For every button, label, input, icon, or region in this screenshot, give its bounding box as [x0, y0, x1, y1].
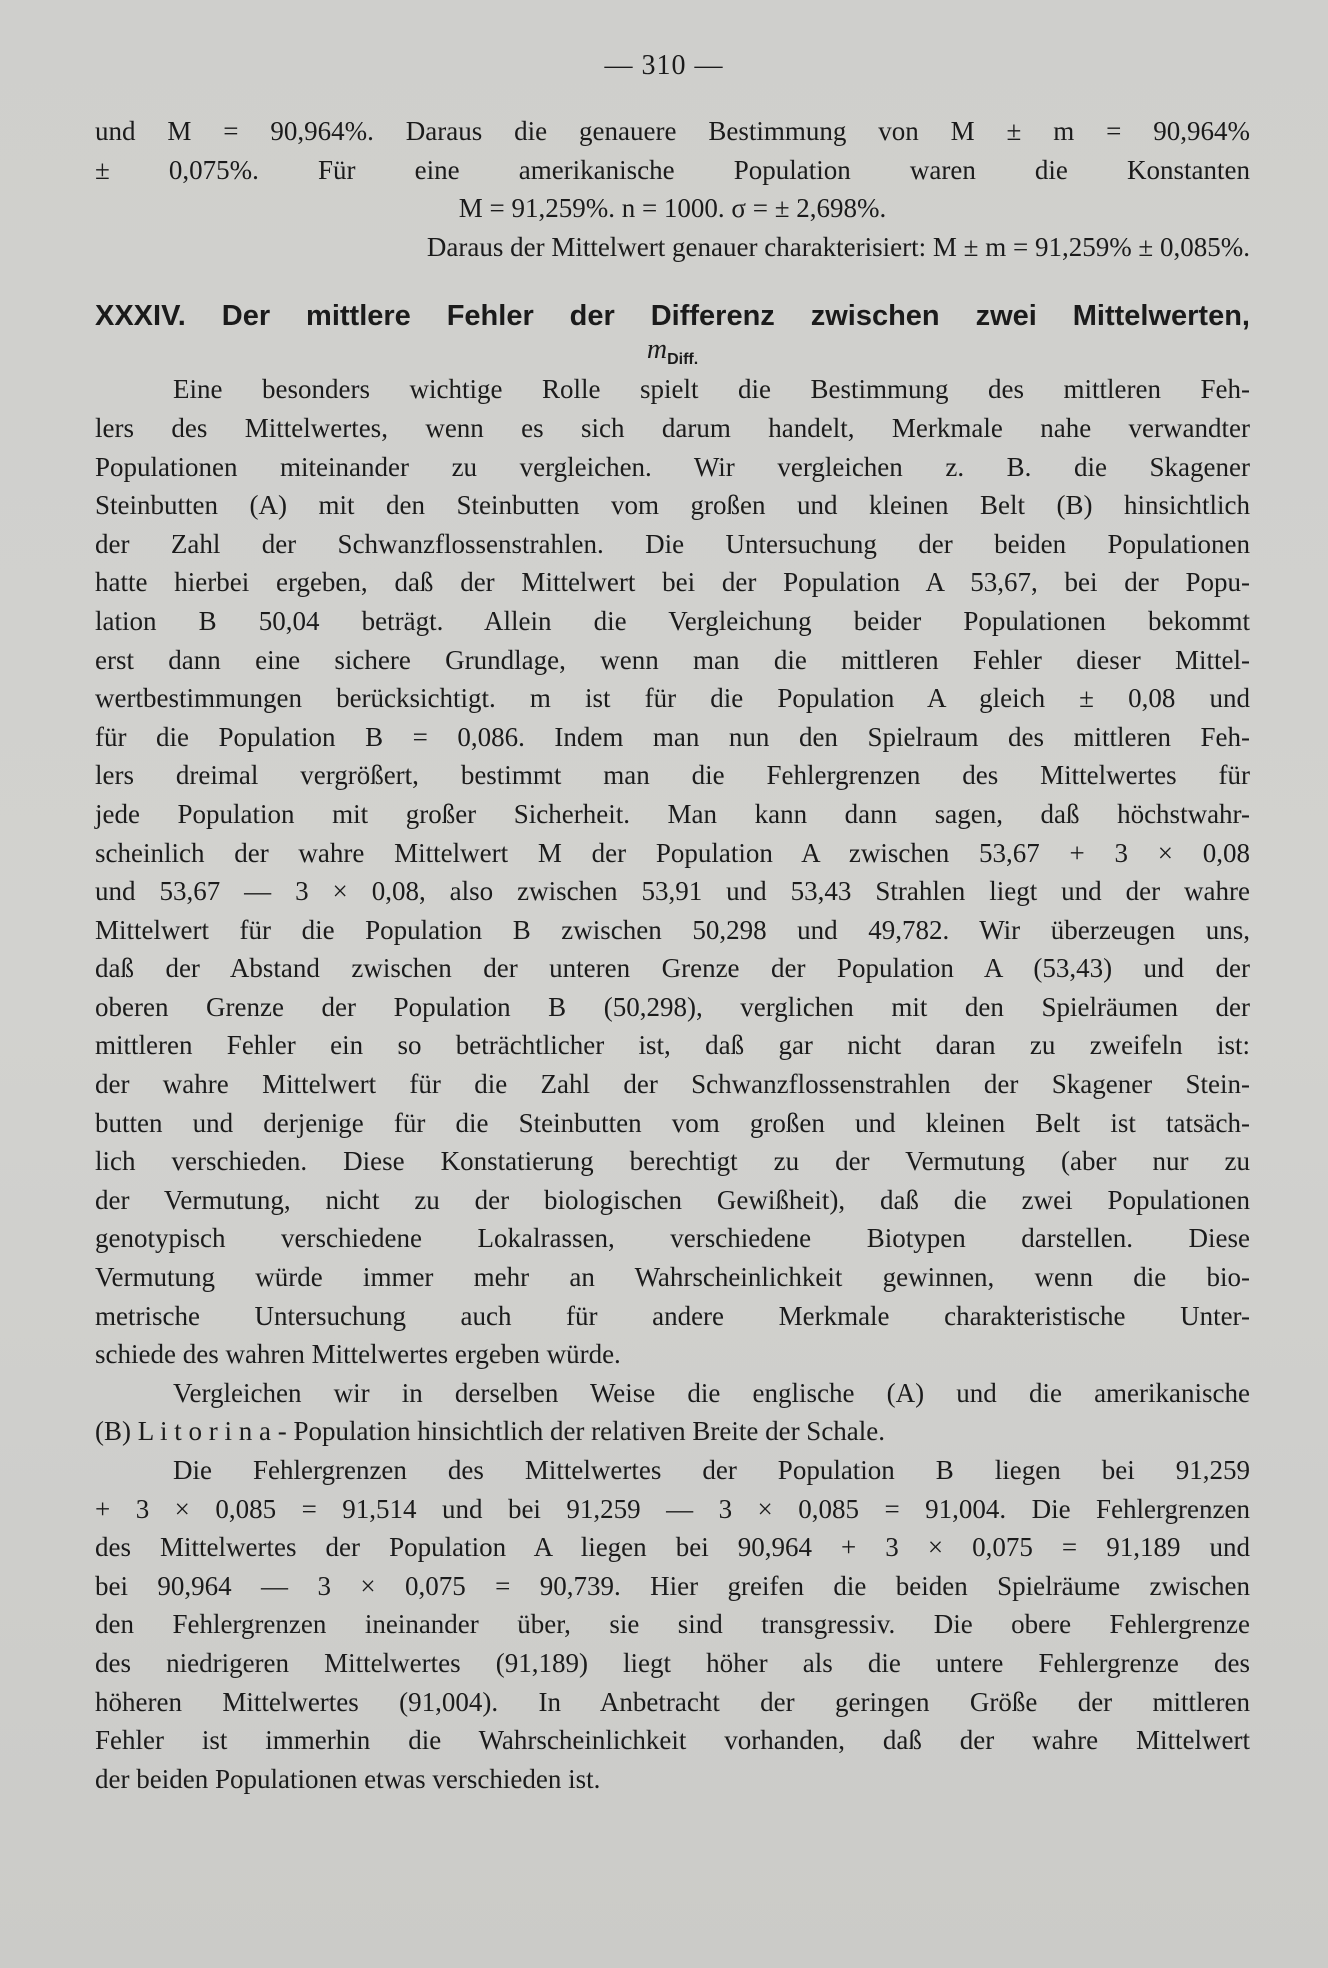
text-line: und M = 90,964%. Daraus die genauere Bestimmung von M ± m = 90,964% — [95, 116, 1250, 146]
page-content — [95, 112, 1250, 1798]
text-line: des niedrigeren Mittelwertes (91,189) liegt höher als die untere Fehlergrenze des — [95, 1647, 1250, 1678]
page-number: — 310 — — [604, 50, 724, 81]
paragraph-1 — [95, 370, 1250, 1373]
text-line: daß der Abstand zwischen der unteren Grenze der Population A (53,43) und der — [95, 953, 1250, 984]
text-line: und 53,67 — 3 × 0,08, also zwischen 53,91 und 53,43 Strahlen liegt und der wahre — [95, 876, 1250, 907]
text-line: scheinlich der wahre Mittelwert M der Population A zwischen 53,67 + 3 × 0,08 — [95, 837, 1250, 868]
text-line: jede Population mit großer Sicherheit. Man kann dann sagen, daß höchstwahr- — [95, 798, 1250, 829]
text-line: Steinbutten (A) mit den Steinbutten vom großen und kleinen Belt (B) hinsichtlich — [95, 490, 1250, 521]
text-line: hatte hierbei ergeben, daß der Mittelwert bei der Population A 53,67, bei der Popu- — [95, 567, 1250, 598]
symbol-m: m — [646, 334, 668, 366]
text-line: Eine besonders wichtige Rolle spielt die Bestimmung des mittleren Feh- — [173, 374, 1250, 405]
text-line: den Fehlergrenzen ineinander über, sie sind transgressiv. Die obere Fehlergrenze — [95, 1609, 1250, 1640]
text-line: (B) L i t o r i n a - Population hinsichtlich der relativen Breite der Schale. — [95, 1416, 886, 1447]
text-line: ± 0,075%. Für eine amerikanische Population waren die Konstanten — [95, 154, 1250, 185]
text-line: der beiden Populationen etwas verschieden ist. — [95, 1763, 601, 1794]
text-line: Mittelwert für die Population B zwischen 50,298 und 49,782. Wir überzeugen uns, — [95, 914, 1250, 945]
text-line: Vergleichen wir in derselben Weise die englische (A) und die amerikanische — [173, 1377, 1250, 1408]
text-line: lers des Mittelwertes, wenn es sich darum handelt, Merkmale nahe verwandter — [95, 412, 1250, 443]
text-line: Daraus der Mittelwert genauer charakterisiert: M ± m = 91,259% ± 0,085%. — [426, 231, 1250, 262]
section-heading: XXXIV. Der mittlere Fehler der Differenz zwischen zwei Mittelwerten, — [95, 300, 1250, 333]
section-heading-symbol — [95, 334, 1250, 369]
text-line: Fehler ist immerhin die Wahrscheinlichkeit vorhanden, daß der wahre Mittelwert — [95, 1725, 1250, 1756]
text-line: metrische Untersuchung auch für andere Merkmale charakteristische Unter- — [95, 1300, 1250, 1331]
text-line: Vermutung würde immer mehr an Wahrscheinlichkeit gewinnen, wenn die bio- — [95, 1262, 1250, 1293]
text-line: Populationen miteinander zu vergleichen. Wir vergleichen z. B. die Skagener — [95, 451, 1250, 482]
text-line: oberen Grenze der Population B (50,298), verglichen mit den Spielräumen der — [95, 991, 1250, 1022]
text-line: wertbestimmungen berücksichtigt. m ist für die Population A gleich ± 0,08 und — [95, 683, 1250, 714]
text-line: schiede des wahren Mittelwertes ergeben würde. — [95, 1339, 621, 1370]
text-line: + 3 × 0,085 = 91,514 und bei 91,259 — 3 × 0,085 = 91,004. Die Fehlergrenzen — [95, 1493, 1250, 1524]
intro-block — [95, 112, 1250, 266]
text-line: erst dann eine sichere Grundlage, wenn man die mittleren Fehler dieser Mittel- — [95, 644, 1250, 675]
text-line: der wahre Mittelwert für die Zahl der Schwanzflossenstrahlen der Skagener Stein- — [95, 1069, 1250, 1100]
text-line: der Zahl der Schwanzflossenstrahlen. Die Untersuchung der beiden Populationen — [95, 528, 1250, 559]
text-line: Die Fehlergrenzen des Mittelwertes der Population B liegen bei 91,259 — [173, 1455, 1250, 1485]
symbol-subscript: Diff. — [667, 351, 699, 369]
text-line: mittleren Fehler ein so beträchtlicher ist, daß gar nicht daran zu zweifeln ist: — [95, 1030, 1250, 1061]
text-line: lich verschieden. Diese Konstatierung berechtigt zu der Vermutung (aber nur zu — [95, 1146, 1250, 1177]
text-line: genotypisch verschiedene Lokalrassen, verschiedene Biotypen darstellen. Diese — [95, 1223, 1250, 1254]
text-line: für die Population B = 0,086. Indem man nun den Spielraum des mittleren Feh- — [95, 721, 1250, 752]
text-line: lation B 50,04 beträgt. Allein die Vergleichung beider Populationen bekommt — [95, 605, 1250, 636]
text-line: der Vermutung, nicht zu der biologischen Gewißheit), daß die zwei Populationen — [95, 1184, 1250, 1215]
text-line: M = 91,259%. n = 1000. σ = ± 2,698%. — [458, 193, 887, 224]
text-line: lers dreimal vergrößert, bestimmt man die Fehlergrenzen des Mittelwertes für — [95, 760, 1250, 791]
text-line: höheren Mittelwertes (91,004). In Anbetracht der geringen Größe der mittleren — [95, 1686, 1250, 1717]
text-line: butten und derjenige für die Steinbutten vom großen und kleinen Belt ist tatsäch- — [95, 1107, 1250, 1138]
text-line: des Mittelwertes der Population A liegen bei 90,964 + 3 × 0,075 = 91,189 und — [95, 1532, 1250, 1563]
paragraph-3 — [95, 1451, 1250, 1798]
paragraph-2 — [95, 1374, 1250, 1451]
text-line: bei 90,964 — 3 × 0,075 = 90,739. Hier greifen die beiden Spielräume zwischen — [95, 1570, 1250, 1601]
